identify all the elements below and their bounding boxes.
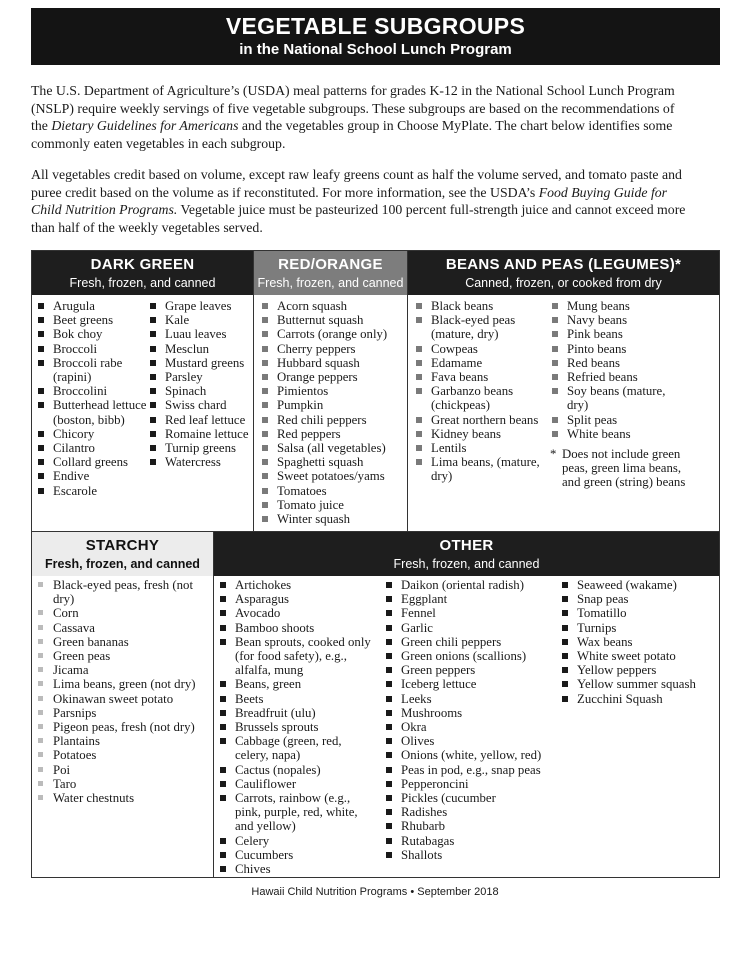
list-item: Navy beans — [550, 313, 680, 327]
other-section — [214, 532, 719, 877]
list-item: Avocado — [218, 606, 378, 620]
list-item: Olives — [384, 734, 556, 748]
list-item: Okra — [384, 720, 556, 734]
list-item: Pinto beans — [550, 342, 680, 356]
beans-peas-list-1 — [414, 299, 552, 484]
list-item: Zucchini Squash — [560, 692, 718, 706]
vegetable-grid-top — [31, 250, 720, 532]
page-title: VEGETABLE SUBGROUPS — [225, 13, 526, 39]
list-item: Cauliflower — [218, 777, 378, 791]
list-item: Turnips — [560, 621, 718, 635]
list-item: Rhubarb — [384, 819, 556, 833]
list-item: Artichokes — [218, 578, 378, 592]
list-item: Red chili peppers — [260, 413, 406, 427]
other-list-1 — [218, 578, 378, 876]
list-item: Chives — [218, 862, 378, 876]
list-item: Parsnips — [36, 706, 212, 720]
list-item: Collard greens — [36, 455, 148, 469]
page-subtitle: in the National School Lunch Program — [239, 41, 512, 58]
list-item: Split peas — [550, 413, 680, 427]
list-item: Mung beans — [550, 299, 680, 313]
other-list-3 — [560, 578, 718, 706]
list-item: Endive — [36, 469, 148, 483]
list-item: Jicama — [36, 663, 212, 677]
dark-green-header: DARK GREEN Fresh, frozen, and canned — [32, 251, 253, 295]
red-orange-list — [260, 299, 406, 526]
list-item: Seaweed (wakame) — [560, 578, 718, 592]
list-item: Spaghetti squash — [260, 455, 406, 469]
list-item: Snap peas — [560, 592, 718, 606]
list-item: Onions (white, yellow, red) — [384, 748, 556, 762]
list-item: Arugula — [36, 299, 148, 313]
vegetable-grid-bottom — [31, 532, 720, 878]
list-item: Butternut squash — [260, 313, 406, 327]
list-item: Pickles (cucumber — [384, 791, 556, 805]
list-item: Hubbard squash — [260, 356, 406, 370]
list-item: Pepperoncini — [384, 777, 556, 791]
footer: Hawaii Child Nutrition Programs • September 2018 — [251, 886, 499, 898]
list-item: Kidney beans — [414, 427, 552, 441]
list-item: Eggplant — [384, 592, 556, 606]
list-item: Green peppers — [384, 663, 556, 677]
list-item: Black-eyed peas, fresh (not dry) — [36, 578, 212, 606]
list-item: Broccolini — [36, 384, 148, 398]
list-item: Cherry peppers — [260, 342, 406, 356]
list-item: Carrots (orange only) — [260, 327, 406, 341]
list-item: Mesclun — [148, 342, 252, 356]
list-item: Black beans — [414, 299, 552, 313]
list-item: Butterhead lettuce (boston, bibb) — [36, 398, 148, 426]
other-list-2 — [384, 578, 556, 862]
list-item: Asparagus — [218, 592, 378, 606]
list-item: Sweet potatoes/yams — [260, 469, 406, 483]
list-item: Lentils — [414, 441, 552, 455]
list-item: Cabbage (green, red, celery, napa) — [218, 734, 378, 762]
list-item: Orange peppers — [260, 370, 406, 384]
list-item: Romaine lettuce — [148, 427, 252, 441]
list-item: Mustard greens — [148, 356, 252, 370]
dark-green-section — [32, 251, 254, 531]
list-item: Salsa (all vegetables) — [260, 441, 406, 455]
list-item: Potatoes — [36, 748, 212, 762]
list-item: Water chestnuts — [36, 791, 212, 805]
list-item: Red leaf lettuce — [148, 413, 252, 427]
intro-paragraph-1: The U.S. Department of Agriculture’s (USDA) meal patterns for grades K-12 in the National School Lunch Program (NSLP) require weekly servings of five vegetable subgroups. These subgroups are based on the recommendations of the Dietary Guidelines for Americans and the vegetables group in Choose MyPlate. The chart below identifies some commonly eaten vegetables in each subgroup. — [31, 83, 675, 151]
list-item: Garlic — [384, 621, 556, 635]
list-item: White sweet potato — [560, 649, 718, 663]
red-orange-section — [254, 251, 408, 531]
list-item: Leeks — [384, 692, 556, 706]
list-item: Daikon (oriental radish) — [384, 578, 556, 592]
list-item: Parsley — [148, 370, 252, 384]
list-item: Tomatoes — [260, 484, 406, 498]
list-item: Winter squash — [260, 512, 406, 526]
list-item: Green chili peppers — [384, 635, 556, 649]
list-item: Broccoli rabe (rapini) — [36, 356, 148, 384]
list-item: Pigeon peas, fresh (not dry) — [36, 720, 212, 734]
list-item: Kale — [148, 313, 252, 327]
list-item: Mushrooms — [384, 706, 556, 720]
list-item: Plantains — [36, 734, 212, 748]
list-item: Shallots — [384, 848, 556, 862]
beans-peas-note: * Does not include green peas, green lima beans, and green (string) beans — [550, 447, 686, 490]
list-item: Grape leaves — [148, 299, 252, 313]
list-item: Tomato juice — [260, 498, 406, 512]
list-item: Watercress — [148, 455, 252, 469]
starchy-list — [36, 578, 212, 805]
list-item: Pink beans — [550, 327, 680, 341]
list-item: Black-eyed peas (mature, dry) — [414, 313, 552, 341]
list-item: Chicory — [36, 427, 148, 441]
list-item: Iceberg lettuce — [384, 677, 556, 691]
list-item: Wax beans — [560, 635, 718, 649]
list-item: Lima beans, green (not dry) — [36, 677, 212, 691]
list-item: Yellow peppers — [560, 663, 718, 677]
list-item: Soy beans (mature, dry) — [550, 384, 680, 412]
list-item: Edamame — [414, 356, 552, 370]
list-item: Cactus (nopales) — [218, 763, 378, 777]
list-item: Cucumbers — [218, 848, 378, 862]
beans-peas-list-2 — [550, 299, 680, 441]
list-item: Pimientos — [260, 384, 406, 398]
red-orange-header: RED/ORANGE Fresh, frozen, and canned — [254, 251, 407, 295]
list-item: Cowpeas — [414, 342, 552, 356]
starchy-header: STARCHY Fresh, frozen, and canned — [32, 532, 213, 576]
list-item: Swiss chard — [148, 398, 252, 412]
list-item: Taro — [36, 777, 212, 791]
list-item: Carrots, rainbow (e.g., pink, purple, red, white, and yellow) — [218, 791, 378, 834]
list-item: Green peas — [36, 649, 212, 663]
list-item: Cassava — [36, 621, 212, 635]
list-item: Bamboo shoots — [218, 621, 378, 635]
list-item: Broccoli — [36, 342, 148, 356]
list-item: Okinawan sweet potato — [36, 692, 212, 706]
list-item: Lima beans, (mature, dry) — [414, 455, 552, 483]
other-header: OTHER Fresh, frozen, and canned — [214, 532, 719, 576]
list-item: Beans, green — [218, 677, 378, 691]
list-item: Turnip greens — [148, 441, 252, 455]
list-item: Escarole — [36, 484, 148, 498]
list-item: Beet greens — [36, 313, 148, 327]
list-item: Bean sprouts, cooked only (for food safety), e.g., alfalfa, mung — [218, 635, 378, 678]
intro-paragraph-2: All vegetables credit based on volume, except raw leafy greens count as half the volume served, and tomato paste and puree credit based on the volume as if reconstituted. For more information, see the USDA’s Food Buying Guide for Child Nutrition Programs. Vegetable juice must be pasteurized 100 percent full-strength juice and cannot exceed more than half of the weekly vegetables served. — [31, 167, 686, 235]
beans-peas-section — [408, 251, 719, 531]
list-item: Breadfruit (ulu) — [218, 706, 378, 720]
list-item: Luau leaves — [148, 327, 252, 341]
list-item: Refried beans — [550, 370, 680, 384]
list-item: Corn — [36, 606, 212, 620]
list-item: Radishes — [384, 805, 556, 819]
title-banner — [31, 8, 720, 65]
list-item: Celery — [218, 834, 378, 848]
list-item: Brussels sprouts — [218, 720, 378, 734]
list-item: Cilantro — [36, 441, 148, 455]
list-item: Red peppers — [260, 427, 406, 441]
list-item: Acorn squash — [260, 299, 406, 313]
dark-green-list-2 — [148, 299, 252, 469]
list-item: Tomatillo — [560, 606, 718, 620]
list-item: Red beans — [550, 356, 680, 370]
list-item: Pumpkin — [260, 398, 406, 412]
list-item: Spinach — [148, 384, 252, 398]
list-item: Poi — [36, 763, 212, 777]
list-item: Great northern beans — [414, 413, 552, 427]
list-item: Garbanzo beans (chickpeas) — [414, 384, 552, 412]
list-item: White beans — [550, 427, 680, 441]
list-item: Peas in pod, e.g., snap peas — [384, 763, 556, 777]
list-item: Green onions (scallions) — [384, 649, 556, 663]
list-item: Fennel — [384, 606, 556, 620]
beans-peas-header: BEANS AND PEAS (LEGUMES)* Canned, frozen, or cooked from dry — [408, 251, 719, 295]
list-item: Fava beans — [414, 370, 552, 384]
list-item: Bok choy — [36, 327, 148, 341]
list-item: Yellow summer squash — [560, 677, 718, 691]
list-item: Rutabagas — [384, 834, 556, 848]
dark-green-list-1 — [36, 299, 148, 498]
list-item: Green bananas — [36, 635, 212, 649]
list-item: Beets — [218, 692, 378, 706]
starchy-section — [32, 532, 214, 877]
